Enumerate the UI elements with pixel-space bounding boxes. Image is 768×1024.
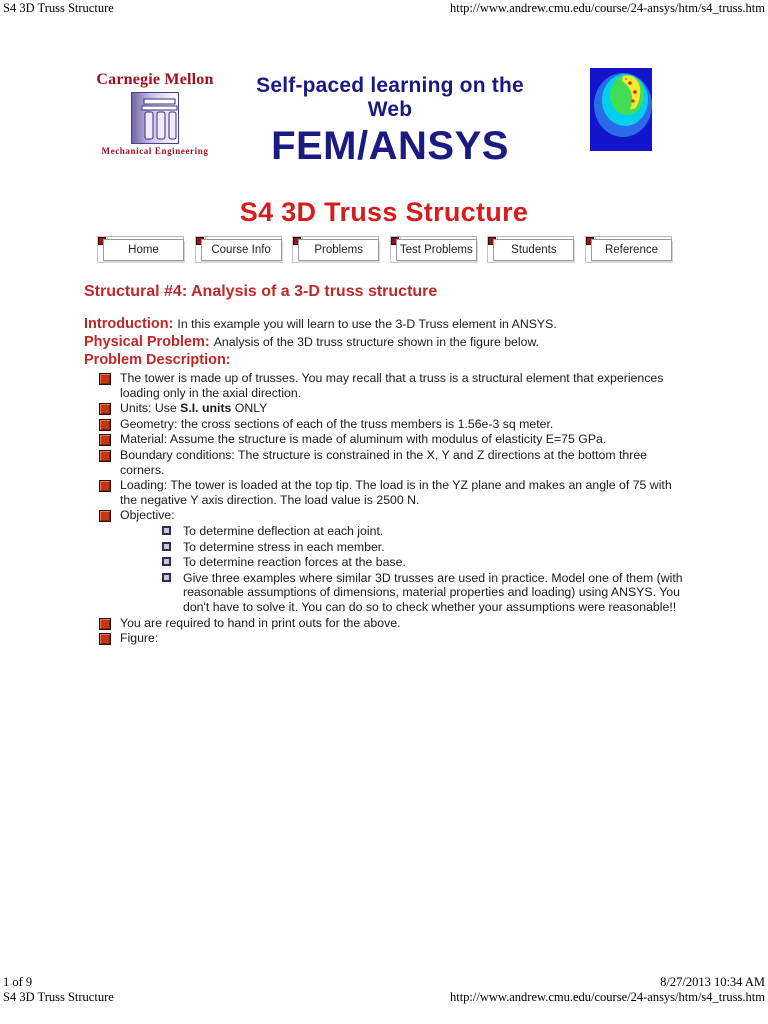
bullet-text: Boundary conditions: The structure is constrained in the X, Y and Z directions at the bottom three corners. <box>120 447 648 477</box>
banner-titles <box>232 74 548 169</box>
nav-button-students[interactable] <box>487 239 573 260</box>
bullet-text: You are required to hand in print outs for the above. <box>120 615 401 630</box>
list-item <box>84 401 685 416</box>
nav-button-label: Course Info <box>201 239 282 261</box>
red-square-bullet-icon <box>99 419 111 431</box>
introduction-label: Introduction: <box>84 316 174 332</box>
bullet-text: The tower is made up of trusses. You may recall that a truss is a structural element that experiences loading only in the axial direction. <box>120 371 664 400</box>
bullet-text: ONLY <box>231 401 268 416</box>
bullet-text: Loading: The tower is loaded at the top tip. The load is in the YZ plane and makes an angle of 75 with the negative Y axis direction. The load value is 2500 N. <box>120 478 672 507</box>
columns-building-icon <box>131 92 179 144</box>
banner-course-title: FEM/ANSYS <box>271 124 509 168</box>
red-square-bullet-icon <box>99 450 111 462</box>
print-header-title: S4 3D Truss Structure <box>3 1 114 15</box>
footer-page-number: 1 of 9 <box>3 975 33 989</box>
bullet-text: Units: Use <box>120 401 181 416</box>
nav-bar <box>97 239 671 260</box>
red-square-bullet-icon <box>99 480 111 492</box>
navy-square-bullet-icon <box>162 526 171 535</box>
physical-problem-line <box>84 335 685 350</box>
navy-square-bullet-icon <box>162 557 171 566</box>
problem-description-label: Problem Description: <box>84 352 231 368</box>
navy-square-bullet-icon <box>162 573 171 582</box>
section-heading: Structural #4: Analysis of a 3-D truss structure <box>84 283 438 300</box>
footer-url: http://www.andrew.cmu.edu/course/24-ansys/htm/s4_truss.htm <box>449 990 765 1004</box>
list-item <box>84 432 685 447</box>
problem-description-line <box>84 353 685 368</box>
nav-button-label: Test Problems <box>396 239 477 261</box>
physical-problem-label: Physical Problem: <box>84 334 210 350</box>
red-square-bullet-icon <box>99 373 111 385</box>
navy-square-bullet-icon <box>162 542 171 551</box>
page-title: S4 3D Truss Structure <box>239 197 529 227</box>
sub-list-item <box>120 540 685 555</box>
cmu-university-name: Carnegie Mellon <box>96 71 214 88</box>
nav-button-label: Problems <box>298 239 379 261</box>
list-item <box>84 478 685 507</box>
footer-doc-title: S4 3D Truss Structure <box>3 990 114 1004</box>
sub-bullet-text: Give three examples where similar 3D trusses are used in practice. Model one of them (with reasonable assumptions of dimensions, material properties and loading) using ANSYS. You don't have to solve it. You can do so to check whether your assumptions were reasonable!! <box>183 570 683 614</box>
cmu-logo-block <box>90 71 220 156</box>
nav-button-label: Students <box>493 239 574 261</box>
nav-button-reference[interactable] <box>585 239 671 260</box>
problem-description-list <box>84 371 685 646</box>
print-footer-line2 <box>3 990 765 1005</box>
bullet-text: Material: Assume the structure is made of aluminum with modulus of elasticity E=75 GPa. <box>120 432 607 447</box>
print-header-url: http://www.andrew.cmu.edu/course/24-ansys/htm/s4_truss.htm <box>449 1 765 15</box>
bullet-text: Geometry: the cross sections of each of the truss members is 1.56e-3 sq meter. <box>120 416 554 431</box>
nav-button-problems[interactable] <box>292 239 378 260</box>
print-footer-line1 <box>3 975 765 990</box>
list-item <box>84 417 685 432</box>
sub-list-item <box>120 555 685 570</box>
nav-button-label: Home <box>103 239 184 261</box>
main-content <box>84 283 685 647</box>
banner-tagline: Self-paced learning on the Web <box>256 74 524 121</box>
bullet-text-bold: S.I. units <box>180 401 232 416</box>
bullet-text: Objective: <box>120 508 175 523</box>
objective-sublist <box>120 524 685 615</box>
footer-datetime: 8/27/2013 10:34 AM <box>660 975 765 989</box>
ansys-contour-image <box>590 68 652 151</box>
bullet-text: Figure: <box>120 631 159 646</box>
red-square-bullet-icon <box>99 633 111 645</box>
nav-button-course-info[interactable] <box>195 239 281 260</box>
list-item <box>84 371 685 400</box>
nav-button-test-problems[interactable] <box>390 239 476 260</box>
sub-bullet-text: To determine stress in each member. <box>183 539 385 554</box>
nav-button-label: Reference <box>591 239 672 261</box>
red-square-bullet-icon <box>99 434 111 446</box>
list-item <box>84 448 685 477</box>
sub-list-item <box>120 571 685 615</box>
list-item-objective <box>84 508 685 614</box>
print-header <box>3 1 765 16</box>
red-square-bullet-icon <box>99 618 111 630</box>
sub-bullet-text: To determine deflection at each joint. <box>183 523 384 538</box>
list-item <box>84 616 685 631</box>
list-item <box>84 631 685 646</box>
nav-button-home[interactable] <box>97 239 183 260</box>
introduction-text: In this example you will learn to use the 3-D Truss element in ANSYS. <box>177 317 557 331</box>
red-square-bullet-icon <box>99 510 111 522</box>
introduction-line <box>84 317 685 332</box>
sub-list-item <box>120 524 685 539</box>
red-square-bullet-icon <box>99 403 111 415</box>
cmu-department-name: Mechanical Engineering <box>101 146 209 156</box>
physical-problem-text: Analysis of the 3D truss structure shown in the figure below. <box>213 335 540 349</box>
sub-bullet-text: To determine reaction forces at the base. <box>183 555 406 570</box>
